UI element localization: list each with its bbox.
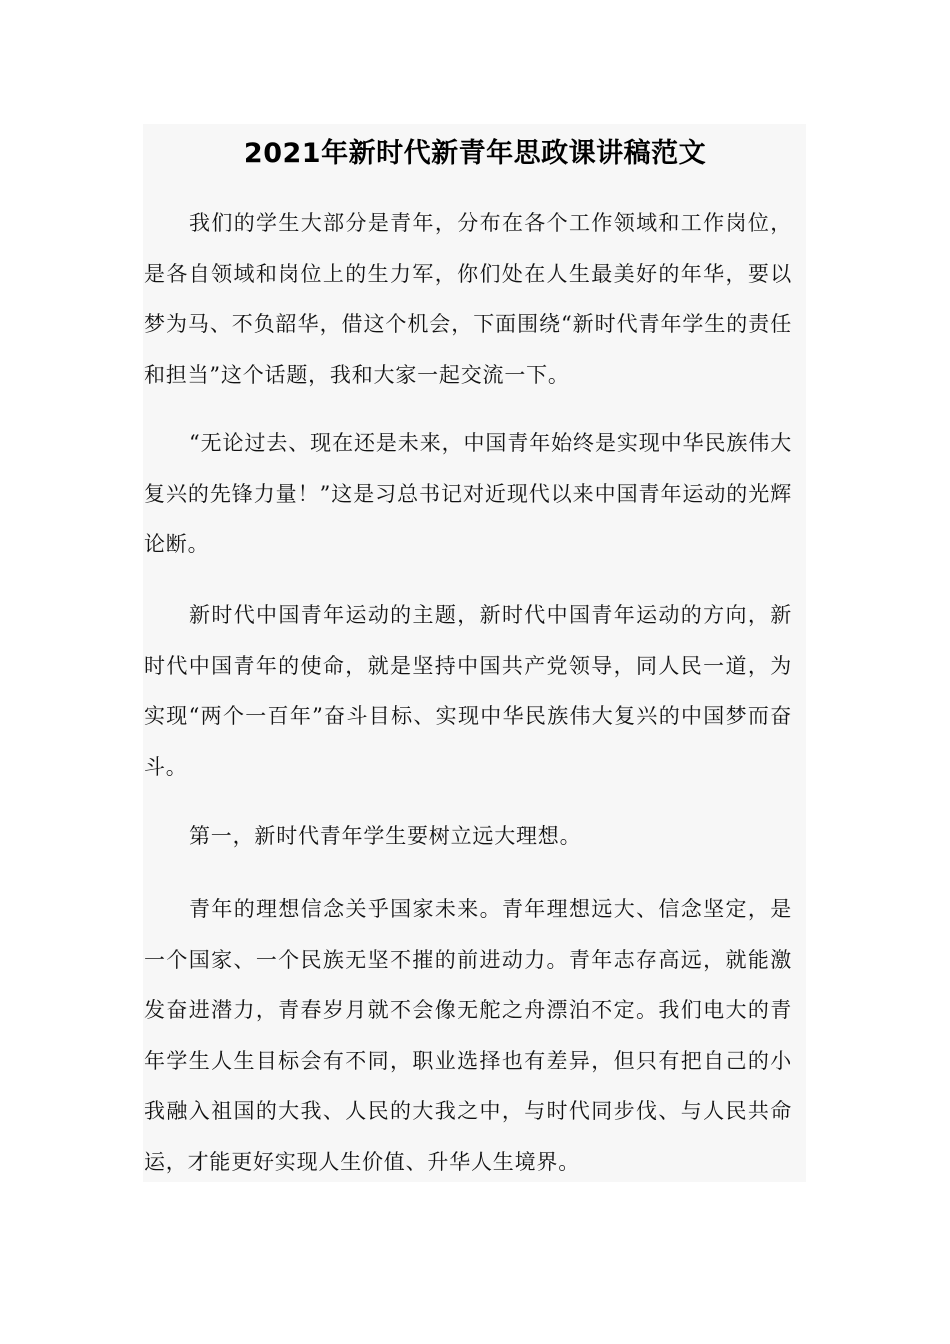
paragraph-theme: 新时代中国青年运动的主题，新时代中国青年运动的方向，新时代中国青年的使命，就是坚持中国共产党领导，同人民一道，为实现“两个一百年”奋斗目标、实现中华民族伟大复兴的中国梦而奋斗。 [144, 603, 792, 779]
section-heading-first: 第一，新时代青年学生要树立远大理想。 [189, 824, 582, 848]
paragraph-quote: “无论过去、现在还是未来，中国青年始终是实现中华民族伟大复兴的先锋力量！”这是习总书记对近现代以来中国青年运动的光辉论断。 [144, 431, 792, 557]
document-title: 2021年新时代新青年思政课讲稿范文 [243, 138, 707, 169]
paragraph-ideals: 青年的理想信念关乎国家未来。青年理想远大、信念坚定，是一个国家、一个民族无坚不摧的前进动力。青年志存高远，就能激发奋进潜力，青春岁月就不会像无舵之舟漂泊不定。我们电大的青年学生人生目标会有不同，职业选择也有差异，但只有把自己的小我融入祖国的大我、人民的大我之中，与时代同步伐、与人民共命运，才能更好实现人生价值、升华人生境界。 [144, 897, 792, 1174]
paragraph-intro: 我们的学生大部分是青年，分布在各个工作领域和工作岗位，是各自领域和岗位上的生力军，你们处在人生最美好的年华，要以梦为马、不负韶华，借这个机会，下面围绕“新时代青年学生的责任和担当”这个话题，我和大家一起交流一下。 [144, 211, 792, 387]
